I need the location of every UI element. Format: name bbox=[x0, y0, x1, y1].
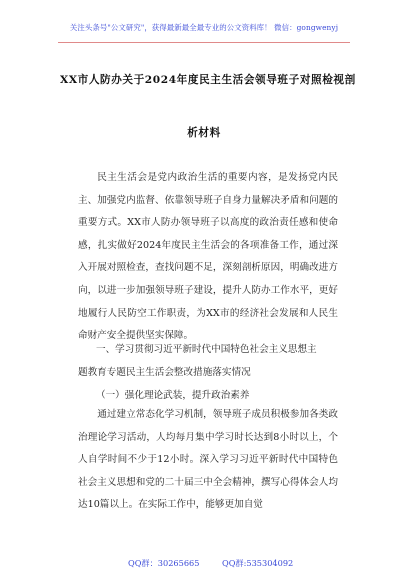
document-title-line1: XX市人防办关于2024年度民主生活会领导班子对照检视剖 bbox=[60, 74, 356, 86]
body-paragraph: 通过建立常态化学习机制，领导班子成员积极参加各类政治理论学习活动，人均每月集中学习时长达到8小时以上，个人自学时间不少于12小时。深入学习习近平新时代中国特色社会主义思想和党的二十届三中全会精神，撰写心得体会人均达10篇以上。在实际工作中，能够更加自觉 bbox=[78, 409, 338, 511]
section-heading-line2: 题教育专题民主生活会整改措施落实情况 bbox=[78, 367, 251, 378]
document-title-line2: 析材料 bbox=[187, 127, 221, 139]
subheading: （一）强化理论武装，提升政治素养 bbox=[96, 390, 250, 401]
intro-paragraph: 民主生活会是党内政治生活的重要内容，是发扬党内民主、加强党内监督、依靠领导班子自身力量解决矛盾和问题的重要方式。XX市人防办领导班子以高度的政治责任感和使命感，扎实做好2024年度民主生活会的各项准备工作，通过深入开展对照检查，查找问题不足，深刻剖析原因，明确改进方向，以进一步加强领导班子建设，提升人防办工作水平，更好地履行人民防空工作职责，为XX市的经济社会发展和人民生命财产安全提供坚实保障。 bbox=[78, 172, 338, 342]
header-divider bbox=[58, 42, 350, 43]
footer-qq-group-1: QQ群：30265665 bbox=[128, 558, 200, 568]
header-banner: 关注头条号"公文研究"，获得最新最全最专业的公文资料库！ 微信：gongwenyj bbox=[69, 23, 339, 32]
section-heading-line1: 一、学习贯彻习近平新时代中国特色社会主义思想主 bbox=[96, 344, 317, 355]
footer-qq-group-2: QQ群:535304092 bbox=[222, 558, 294, 568]
